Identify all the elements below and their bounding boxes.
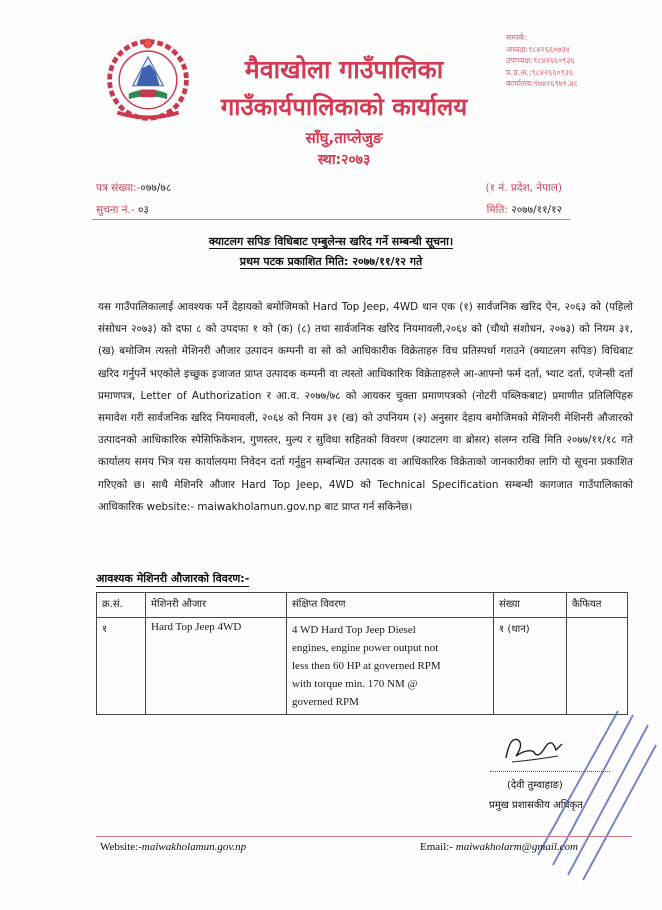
date-label: मिति: (486, 204, 508, 216)
row-sn: १ (97, 618, 146, 715)
contact-heading: सम्पर्क: (506, 33, 528, 42)
office-subtitle: गाउँकार्यपालिकाको कार्यालय (220, 93, 468, 121)
contact-cao: प्र.प्र.अ.:९८४२६६०९३६ (506, 67, 574, 77)
header-divider (92, 219, 570, 220)
date-meta (486, 177, 563, 221)
signatory-name: (देवी तुम्वाहाङ) (507, 780, 563, 791)
col-sn: क्र.सं. (97, 593, 146, 618)
desc-line: less then 60 HP at governed RPM (292, 660, 441, 672)
website-link[interactable]: maiwakholamun.gov.np (141, 841, 247, 853)
footer-website (100, 841, 246, 853)
subject-published-date: प्रथम पटक प्रकाशित मिति: २०७७/११/१२ गते (239, 255, 423, 268)
province-label: (१ नं. प्रदेश, नेपाल) (485, 182, 562, 194)
letter-no-value: ०७७/७८ (140, 182, 172, 194)
signatory-role: प्रमुख प्रशासकीय अधिकृत (489, 800, 583, 811)
desc-line: engines, engine power output not (292, 642, 439, 654)
notice-paragraph: यस गाउँपालिकालाई आवश्यक पर्ने देहायको बमोजिमको Hard Top Jeep, 4WD थान एक (१) सार्वजनिक खरिद ऐन, २०६३ को (पहिलो संसोधन २०७३) को दफा ८ को उपदफा १ को (क) (८) तथा सार्वजनिक खरिद नियमावली,२०६४ को (चौथो संशोधन, २०७३) को नियम ३१, (ख) बमोजिम त्यस्तो मेशिनरी औजार उत्पादन कम्पनी वा सो को आधिकारीक विक्रेताहरु विच प्रतिस्पर्धा गराउने (क्याटलग सपिङ) विधिबाट खरिद गर्नुपर्ने भएकोले इच्छुक इजाजत प्राप्त उत्पादक कम्पनी वा त्यस्तो आधिकारिक विक्रेताहरुले आ-आफ्नो फर्म दर्ता, भ्याट दर्ता, एजेन्सी दर्ता प्रमाणपत्र, Letter of Authorization र आ.व. २०७७/७८ को आयकर चुक्ता प्रमाणपत्रको (नोटरी पब्लिकबाट) प्रमाणीत प्रतिलिपिहरु समावेश गरी सार्वजनिक खरिद नियमावली, २०६४ को नियम ३१ (ख) को उपनियम (२) अनुसार देहाय बमोजिमको मेशिनरी मेशिनरी औजारको उत्पादनको आधिकारिक स्पेसिफिकेशन, गुणस्तर, मुल्य र सुविधा सहितको विवरण (क्याटलग वा ब्रोसर) संलग्न राखि मिति २०७७/११/१८ गते कार्यालय समय भित्र यस कार्यालयमा निवेदन दर्ता गर्नुहुन सम्बन्धित उत्पादक वा आधिकारिक विक्रेताको जानकारीका लागि यो सूचना प्रकाशित गरिएको छ। साथै मेशिनरि औजार Hard Top Jeep, 4WD को Technical Specification सम्बन्धी कागजात गाउँपालिकाको आधिकारिक website:- maiwakholamun.gov.np बाट प्राप्त गर्न सकिनेछ। (98, 301, 633, 513)
col-item: मेशिनरी औजार (146, 593, 287, 618)
email-link[interactable]: maiwakholarm@gmail.com (455, 841, 579, 853)
table-row (97, 618, 628, 715)
table-header-row (97, 593, 628, 618)
subject-title: क्याटलग सपिङ विधिबाट एम्बुलेन्स खरिद गर्ने सम्बन्धी सूचना। (208, 235, 454, 248)
items-heading: आवश्यक मेशिनरी औजारको विवरण:- (96, 572, 250, 585)
desc-line: 4 WD Hard Top Jeep Diesel (292, 624, 416, 636)
website-label: Website:- (100, 841, 142, 853)
contact-block (506, 32, 578, 90)
footer-email (420, 841, 578, 853)
row-item-name: Hard Top Jeep 4WD (146, 618, 287, 715)
col-remarks: कैफियत (567, 593, 628, 618)
desc-line: governed RPM (292, 696, 359, 708)
row-remarks (567, 618, 628, 715)
date-value: २०७७/११/१२ (511, 204, 562, 216)
col-quantity: संख्या (494, 593, 567, 618)
row-description (287, 618, 494, 715)
desc-line: with torque min. 170 NM @ (292, 678, 418, 690)
email-label: Email:- (420, 841, 453, 853)
contact-chair: अध्यक्ष:९८४२६६०७३४ (506, 44, 570, 54)
office-stamp-icon (528, 705, 658, 885)
contact-office: कार्यालय:९७४२६९७१.४८ (506, 79, 578, 88)
office-address: साँघु,ताप्लेजुङ (305, 129, 383, 147)
office-established: स्था:२०७३ (317, 152, 371, 168)
items-table (96, 592, 628, 715)
row-quantity: १ (थान) (494, 618, 567, 715)
letter-no-label: पत्र संख्या:- (96, 182, 141, 194)
col-description: संक्षिप्त विवरण (287, 593, 494, 618)
subject-block (0, 232, 662, 272)
ref-no-label: सुचना नं.- (96, 204, 135, 216)
contact-vice-chair: उपाध्यक्ष:९८४२६६०९३६ (506, 56, 575, 65)
footer-divider (96, 836, 632, 837)
ref-no-value: ०३ (137, 204, 149, 216)
notice-body (98, 296, 633, 518)
letter-meta (96, 177, 171, 221)
office-title: मैवाखोला गाउँपालिका (244, 55, 444, 84)
